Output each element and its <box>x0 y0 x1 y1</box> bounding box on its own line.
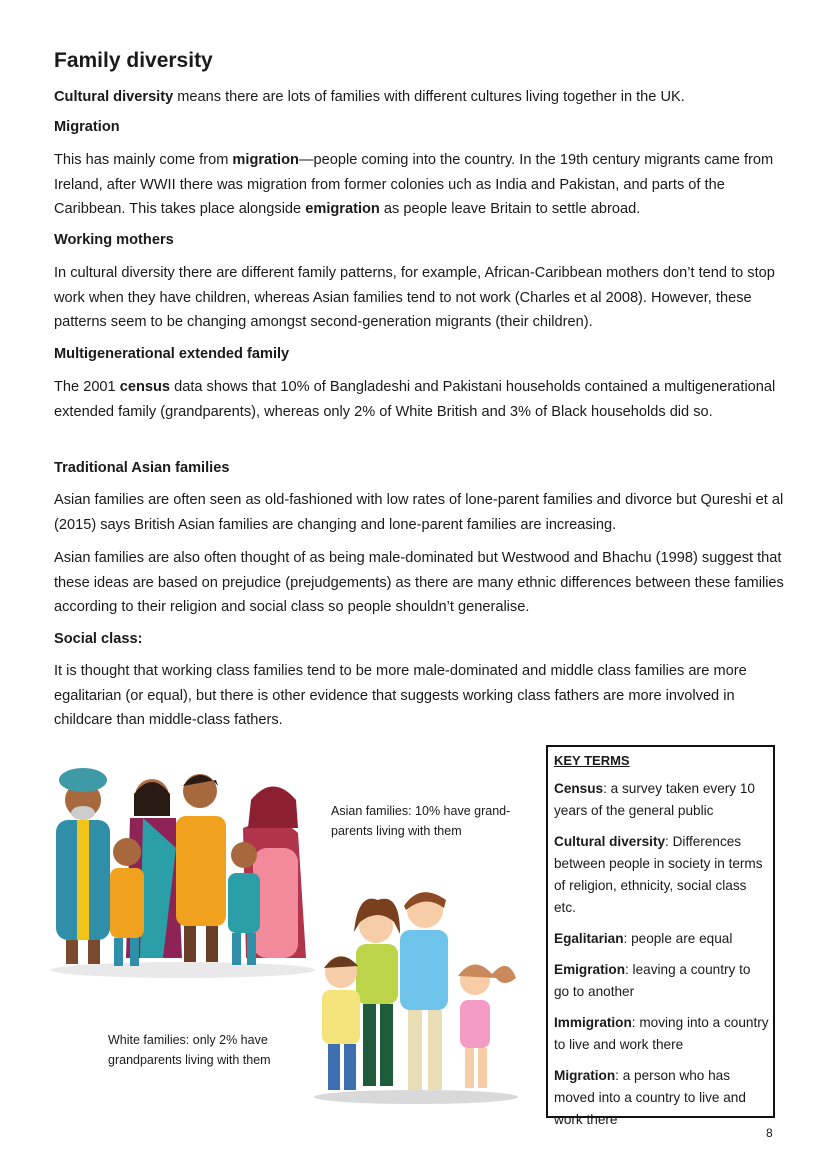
migration-paragraph: This has mainly come from migration—people coming into the country. In the 19th century migrants came from Ireland, after WWII there was migration from former colonies uch as India and Pakistan, and parts of the Caribbean. This takes place alongside emigration as people leave Britain to settle abroad. <box>54 152 774 217</box>
page-number: 8 <box>766 1126 773 1140</box>
asian-family-illustration <box>48 758 318 980</box>
key-term-egalitarian: Egalitarian: people are equal <box>554 931 733 946</box>
working-mothers-paragraph: In cultural diversity there are different family patterns, for example, African-Caribbean mothers don’t tend to stop work when they have children, whereas Asian families tend to not work (Charles et al 2008). However, these patterns seem to be changing amongst second-generation migrants (their children). <box>54 265 775 330</box>
social-class-heading: Social class: <box>54 631 143 647</box>
intro-term: Cultural diversity <box>54 89 174 105</box>
multigenerational-heading: Multigenerational extended family <box>54 346 290 362</box>
key-term-census: Census: a survey taken every 10 years of the general public <box>554 781 755 818</box>
key-term-cultural-diversity: Cultural diversity: Differences between people in society in terms of religion, ethnicity, social class etc. <box>554 834 763 915</box>
traditional-asian-heading: Traditional Asian families <box>54 460 230 476</box>
white-family-illustration <box>308 882 523 1106</box>
key-terms-title: KEY TERMS <box>554 753 630 768</box>
page-title: Family diversity <box>54 49 213 72</box>
multigenerational-paragraph: The 2001 census data shows that 10% of Bangladeshi and Pakistani households contained a multigenerational extended family (grandparents), whereas only 2% of White British and 3% of Black households did so. <box>54 379 776 420</box>
traditional-asian-paragraph-2: Asian families are also often thought of as being male-dominated but Westwood and Bhachu (1998) suggest that these ideas are based on prejudice (prejudgements) as there are many ethnic differences between these families according to their religion and social class so people shouldn’t generalise. <box>54 550 784 615</box>
asian-families-caption: Asian families: 10% have grand-parents living with them <box>331 804 511 838</box>
working-mothers-heading: Working mothers <box>54 232 174 248</box>
key-term-emigration: Emigration: leaving a country to go to another <box>554 962 751 999</box>
social-class-paragraph: It is thought that working class families tend to be more male-dominated and middle class families are more egalitarian (or equal), but there is other evidence that suggests working class fathers are more involved in childcare than middle-class fathers. <box>54 663 747 728</box>
key-term-immigration: Immigration: moving into a country to live and work there <box>554 1015 769 1052</box>
key-terms-box <box>546 745 775 1127</box>
traditional-asian-paragraph-1: Asian families are often seen as old-fashioned with low rates of lone-parent families and divorce but Qureshi et al (2015) says British Asian families are changing and lone-parent families are increasing. <box>54 492 784 533</box>
white-families-caption: White families: only 2% have grandparents living with them <box>108 1033 271 1067</box>
key-term-migration: Migration: a person who has moved into a country to live and work there <box>554 1068 746 1127</box>
intro-paragraph: Cultural diversity means there are lots of families with different cultures living together in the UK. <box>54 89 685 105</box>
migration-heading: Migration <box>54 119 120 135</box>
